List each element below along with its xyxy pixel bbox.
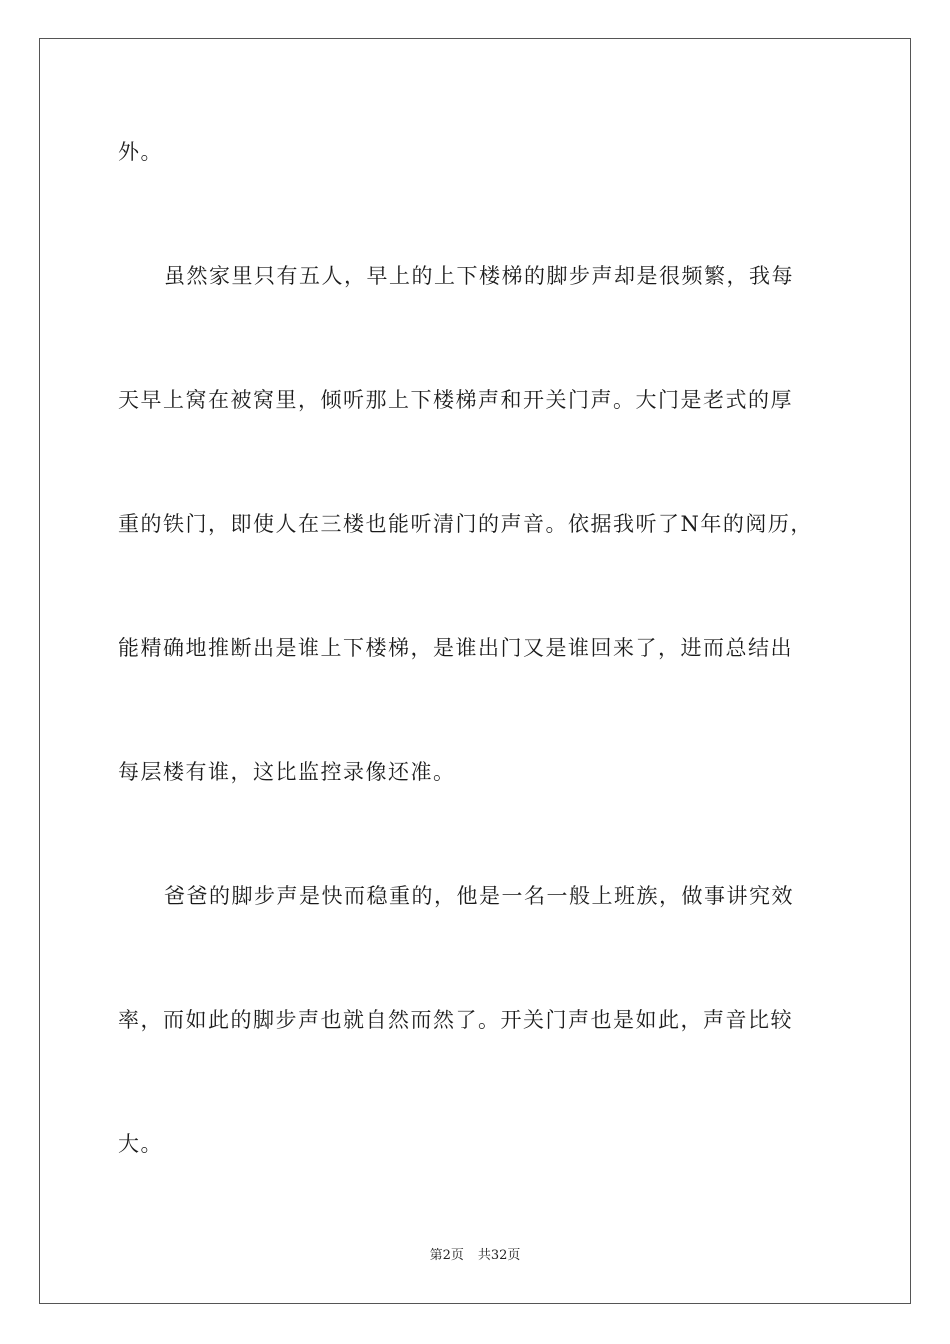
paragraph-2-line-1: 爸爸的脚步声是快而稳重的，他是一名一般上班族，做事讲究效	[164, 884, 794, 908]
paragraph-1-line-3: 重的铁门，即使人在三楼也能听清门的声音。依据我听了N年的阅历，	[118, 512, 813, 536]
page-footer	[0, 1248, 950, 1264]
paragraph-1-line-2: 天早上窝在被窝里，倾听那上下楼梯声和开关门声。大门是老式的厚	[118, 388, 793, 412]
paragraph-2-line-2: 率，而如此的脚步声也就自然而然了。开关门声也是如此，声音比较	[118, 1008, 793, 1032]
paragraph-1-line-1: 虽然家里只有五人，早上的上下楼梯的脚步声却是很频繁，我每	[164, 264, 794, 288]
paragraph-1-line-5: 每层楼有谁，这比监控录像还准。	[118, 760, 456, 784]
text-line-1: 外。	[118, 140, 163, 164]
page-number-total: 共32页	[477, 1248, 521, 1263]
page-number-current: 第2页	[429, 1248, 464, 1263]
paragraph-2-line-3: 大。	[118, 1132, 163, 1156]
page-border	[39, 38, 911, 1304]
paragraph-1-line-4: 能精确地推断出是谁上下楼梯，是谁出门又是谁回来了，进而总结出	[118, 636, 793, 660]
